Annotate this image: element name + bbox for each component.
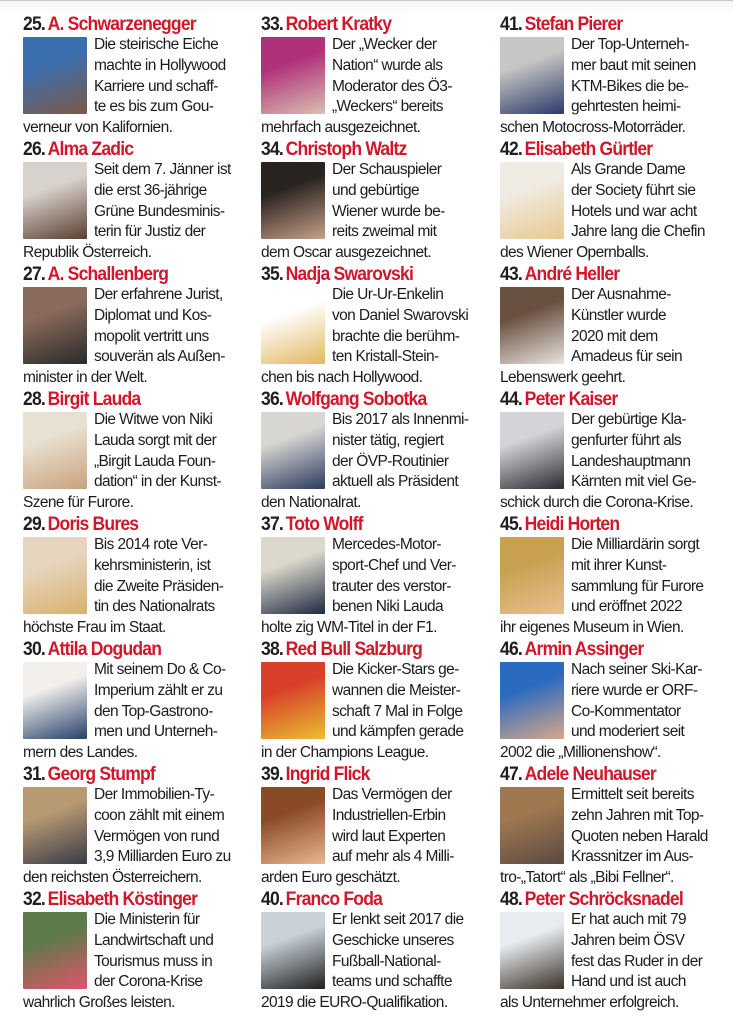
description-line: Seit dem 7. Jänner ist xyxy=(94,161,231,178)
person-photo xyxy=(261,912,325,989)
person-name: Peter Schröcksnadel xyxy=(524,888,683,910)
description-line: trauter des verstor- xyxy=(332,577,451,595)
rank-number: 33. xyxy=(261,13,283,35)
person-name: Attila Dogudan xyxy=(47,638,162,660)
description-line: Lauda sorgt mit der xyxy=(94,431,217,449)
rank-number: 31. xyxy=(23,763,45,785)
description-line: Die Ur-Ur-Enkelin xyxy=(332,286,444,303)
description-line: brachte die berühm- xyxy=(332,327,460,345)
column-3 xyxy=(500,13,728,1013)
entry-title xyxy=(23,13,223,35)
description-line: 2019 die EURO-Qualifikation. xyxy=(261,994,448,1012)
description-line: wird laut Experten xyxy=(332,827,446,845)
entry-body xyxy=(500,535,728,638)
description-line: Die Milliardärin sorgt xyxy=(571,536,700,553)
description-line: reits zweimal mit xyxy=(332,223,437,241)
description-line: Vermögen von rund xyxy=(94,827,220,845)
description-line: Geschicke unseres xyxy=(332,931,454,949)
ranking-entry xyxy=(500,138,728,263)
entry-title xyxy=(261,888,464,910)
entry-body xyxy=(261,535,487,638)
description-line: schick durch die Corona-Krise. xyxy=(500,494,694,512)
entry-body xyxy=(261,785,487,888)
rank-number: 47. xyxy=(500,763,522,785)
person-name: Nadja Swarovski xyxy=(285,263,414,285)
description-line: „Birgit Lauda Foun- xyxy=(94,452,216,470)
description-line: terin für Justiz der xyxy=(94,223,206,241)
entry-body xyxy=(23,35,245,138)
description-line: Republik Österreich. xyxy=(23,244,152,262)
entry-title xyxy=(23,388,223,410)
rank-number: 26. xyxy=(23,138,45,160)
person-name: Franco Foda xyxy=(285,888,383,910)
ranking-entry xyxy=(23,763,245,888)
description-line: Grüne Bundesminis- xyxy=(94,202,225,220)
description-line: in der Champions League. xyxy=(261,744,429,762)
description-line: auf mehr als 4 Milli- xyxy=(332,848,454,866)
description-line: Fußball-National- xyxy=(332,952,441,970)
description-line: Moderator des Ö3- xyxy=(332,77,452,95)
entry-body xyxy=(261,660,487,763)
person-name: Doris Bures xyxy=(47,513,139,535)
description-line: Co-Kommentator xyxy=(571,702,681,720)
description-line: Die steirische Eiche xyxy=(94,36,219,53)
person-name: A. Schwarzenegger xyxy=(47,13,196,35)
entry-body xyxy=(23,660,245,763)
entry-body xyxy=(23,285,245,388)
entry-title xyxy=(23,888,223,910)
description-line: von Daniel Swarovski xyxy=(332,306,469,324)
description-line: Er lenkt seit 2017 die xyxy=(332,911,464,928)
person-photo xyxy=(23,537,87,614)
ranking-entry xyxy=(23,13,245,138)
entry-title xyxy=(261,513,464,535)
description-line: Die Kicker-Stars ge- xyxy=(332,661,459,678)
person-name: Birgit Lauda xyxy=(47,388,141,410)
rank-number: 34. xyxy=(261,138,283,160)
description-line: Kärnten mit viel Ge- xyxy=(571,473,696,491)
ranking-entry xyxy=(500,13,728,138)
person-name: A. Schallenberg xyxy=(47,263,169,285)
ranking-entry xyxy=(23,888,245,1013)
person-photo xyxy=(261,287,325,364)
person-photo xyxy=(500,787,564,864)
entry-body xyxy=(261,35,487,138)
description-line: Diplomat und Kos- xyxy=(94,306,212,324)
person-photo xyxy=(23,912,87,989)
rank-number: 41. xyxy=(500,13,522,35)
description-line: zehn Jahren mit Top- xyxy=(571,806,704,824)
description-line: Hand und ist auch xyxy=(571,973,686,991)
description-line: Wiener wurde be- xyxy=(332,202,445,220)
entry-title xyxy=(23,513,223,535)
person-photo xyxy=(23,787,87,864)
ranking-entry xyxy=(500,513,728,638)
ranking-entry xyxy=(500,888,728,1013)
description-line: Ermittelt seit bereits xyxy=(571,786,694,803)
description-line: Industriellen-Erbin xyxy=(332,806,446,824)
rank-number: 46. xyxy=(500,638,522,660)
entry-title xyxy=(261,263,464,285)
person-photo xyxy=(261,37,325,114)
description-line: kehrsministerin, ist xyxy=(94,556,211,574)
entry-title xyxy=(23,263,223,285)
person-photo xyxy=(500,912,564,989)
rank-number: 38. xyxy=(261,638,283,660)
description-line: sammlung für Furore xyxy=(571,577,704,595)
ranking-entry xyxy=(500,388,728,513)
description-line: Die Witwe von Niki xyxy=(94,411,213,428)
column-1 xyxy=(23,13,245,1013)
description-line: aktuell als Präsident xyxy=(332,473,459,491)
person-photo xyxy=(500,412,564,489)
rank-number: 25. xyxy=(23,13,45,35)
ranking-entry xyxy=(261,513,487,638)
person-name: Toto Wolff xyxy=(285,513,363,535)
column-2 xyxy=(261,13,487,1013)
person-name: Ingrid Flick xyxy=(285,763,370,785)
description-line: Karriere und schaff- xyxy=(94,77,218,95)
description-line: Nach seiner Ski-Kar- xyxy=(571,661,702,678)
person-name: Georg Stumpf xyxy=(47,763,155,785)
person-photo xyxy=(261,537,325,614)
description-line: und eröffnet 2022 xyxy=(571,598,683,616)
rank-number: 30. xyxy=(23,638,45,660)
rank-number: 45. xyxy=(500,513,522,535)
entry-body xyxy=(500,785,728,888)
person-photo xyxy=(23,287,87,364)
description-line: ihr eigenes Museum in Wien. xyxy=(500,619,684,637)
rank-number: 43. xyxy=(500,263,522,285)
person-name: Peter Kaiser xyxy=(524,388,618,410)
description-line: wahrlich Großes leisten. xyxy=(23,994,175,1012)
ranking-entry xyxy=(261,388,487,513)
ranking-entry xyxy=(500,638,728,763)
description-line: Der Ausnahme- xyxy=(571,286,671,303)
entry-title xyxy=(261,388,464,410)
rank-number: 28. xyxy=(23,388,45,410)
description-line: Bis 2014 rote Ver- xyxy=(94,536,208,553)
entry-title xyxy=(23,138,223,160)
description-line: und kämpfen gerade xyxy=(332,723,464,741)
entry-body xyxy=(261,910,487,1013)
description-line: den Nationalrat. xyxy=(261,494,361,512)
person-name: Adele Neuhauser xyxy=(524,763,656,785)
person-name: Robert Kratky xyxy=(285,13,392,35)
description-line: dem Oscar ausgezeichnet. xyxy=(261,244,431,262)
person-name: Elisabeth Gürtler xyxy=(524,138,653,160)
ranking-entry xyxy=(261,263,487,388)
person-name: Red Bull Salzburg xyxy=(285,638,423,660)
person-name: Stefan Pierer xyxy=(524,13,623,35)
ranking-entry xyxy=(23,388,245,513)
rank-number: 27. xyxy=(23,263,45,285)
description-line: benen Niki Lauda xyxy=(332,598,444,616)
entry-title xyxy=(500,763,705,785)
person-name: Elisabeth Köstinger xyxy=(47,888,198,910)
person-photo xyxy=(500,37,564,114)
entry-body xyxy=(23,535,245,638)
description-line: Nation“ wurde als xyxy=(332,56,443,74)
person-photo xyxy=(23,662,87,739)
entry-body xyxy=(261,410,487,513)
description-line: tro-„Tatort“ als „Bibi Fellner“. xyxy=(500,869,674,887)
entry-body xyxy=(500,410,728,513)
entry-body xyxy=(261,285,487,388)
description-line: und gebürtige xyxy=(332,181,420,199)
description-line: men und Unterneh- xyxy=(94,723,218,741)
person-photo xyxy=(261,787,325,864)
person-name: Wolfgang Sobotka xyxy=(285,388,427,410)
description-line: gehrtesten heimi- xyxy=(571,98,681,116)
person-photo xyxy=(500,662,564,739)
description-line: schaft 7 Mal in Folge xyxy=(332,702,463,720)
entry-title xyxy=(261,13,464,35)
description-line: te es bis zum Gou- xyxy=(94,98,214,116)
person-photo xyxy=(23,37,87,114)
description-line: machte in Hollywood xyxy=(94,56,226,74)
rank-number: 48. xyxy=(500,888,522,910)
description-line: Landeshauptmann xyxy=(571,452,691,470)
description-line: Bis 2017 als Innenmi- xyxy=(332,411,469,428)
ranking-entry xyxy=(500,763,728,888)
description-line: dation“ in der Kunst- xyxy=(94,473,221,491)
person-photo xyxy=(500,287,564,364)
description-line: tin des Nationalrats xyxy=(94,598,215,616)
entry-title xyxy=(500,138,705,160)
person-name: Christoph Waltz xyxy=(285,138,407,160)
ranking-entry xyxy=(261,138,487,263)
description-line: der ÖVP-Routinier xyxy=(332,452,449,470)
person-photo xyxy=(500,537,564,614)
description-line: Jahren beim ÖSV xyxy=(571,931,685,949)
entry-title xyxy=(500,638,705,660)
description-line: des Wiener Opernballs. xyxy=(500,244,649,262)
description-line: mehrfach ausgezeichnet. xyxy=(261,119,421,137)
description-line: schen Motocross-Motorräder. xyxy=(500,119,686,137)
rank-number: 44. xyxy=(500,388,522,410)
description-line: Imperium zählt er zu xyxy=(94,681,223,699)
description-line: Der Schauspieler xyxy=(332,161,442,178)
description-line: chen bis nach Hollywood. xyxy=(261,369,423,387)
ranking-entry xyxy=(23,638,245,763)
description-line: Der Top-Unterneh- xyxy=(571,36,689,53)
entry-body xyxy=(500,285,728,388)
ranking-entry xyxy=(500,263,728,388)
rank-number: 35. xyxy=(261,263,283,285)
description-line: Der „Wecker der xyxy=(332,36,437,53)
description-line: die erst 36-jährige xyxy=(94,181,207,199)
rank-number: 39. xyxy=(261,763,283,785)
description-line: holte zig WM-Titel in der F1. xyxy=(261,619,437,637)
description-line: genfurter führt als xyxy=(571,431,682,449)
description-line: den Top-Gastrono- xyxy=(94,702,213,720)
description-line: nister tätig, regiert xyxy=(332,431,444,449)
description-line: wannen die Meister- xyxy=(332,681,461,699)
person-photo xyxy=(500,162,564,239)
entry-title xyxy=(261,638,464,660)
description-line: Als Grande Dame xyxy=(571,161,686,178)
description-line: Mercedes-Motor- xyxy=(332,536,441,553)
description-line: Der erfahrene Jurist, xyxy=(94,286,223,303)
description-line: verneur von Kalifornien. xyxy=(23,119,173,137)
person-name: André Heller xyxy=(524,263,620,285)
description-line: teams und schaffte xyxy=(332,973,452,991)
ranking-entry xyxy=(261,638,487,763)
description-line: sport-Chef und Ver- xyxy=(332,556,456,574)
description-line: mopolit vertritt uns xyxy=(94,327,209,345)
description-line: minister in der Welt. xyxy=(23,369,148,387)
entry-body xyxy=(23,910,245,1013)
ranking-entry xyxy=(23,138,245,263)
description-line: als Unternehmer erfolgreich. xyxy=(500,994,679,1012)
description-line: Mit seinem Do & Co- xyxy=(94,661,226,678)
description-line: Lebenswerk geehrt. xyxy=(500,369,626,387)
entry-body xyxy=(500,35,728,138)
person-photo xyxy=(261,662,325,739)
ranking-entry xyxy=(23,513,245,638)
description-line: der Society führt sie xyxy=(571,181,696,199)
entry-body xyxy=(500,910,728,1013)
description-line: Das Vermögen der xyxy=(332,786,452,803)
description-line: ten Kristall-Stein- xyxy=(332,348,439,366)
ranking-entry xyxy=(261,888,487,1013)
description-line: mit ihrer Kunst- xyxy=(571,556,667,574)
entry-title xyxy=(500,513,705,535)
description-line: Der gebürtige Kla- xyxy=(571,411,686,428)
description-line: höchste Frau im Staat. xyxy=(23,619,166,637)
description-line: Künstler wurde xyxy=(571,306,666,324)
entry-body xyxy=(23,410,245,513)
person-name: Heidi Horten xyxy=(524,513,620,535)
description-line: KTM-Bikes die be- xyxy=(571,77,689,95)
description-line: Er hat auch mit 79 xyxy=(571,911,686,928)
ranking-entry xyxy=(23,263,245,388)
entry-body xyxy=(500,660,728,763)
description-line: Landwirtschaft und xyxy=(94,931,214,949)
rank-number: 40. xyxy=(261,888,283,910)
description-line: riere wurde er ORF- xyxy=(571,681,698,699)
description-line: mer baut mit seinen xyxy=(571,56,696,74)
description-line: Amadeus für sein xyxy=(571,348,683,366)
rank-number: 29. xyxy=(23,513,45,535)
rank-number: 42. xyxy=(500,138,522,160)
rank-number: 37. xyxy=(261,513,283,535)
entry-title xyxy=(500,388,705,410)
description-line: arden Euro geschätzt. xyxy=(261,869,401,887)
person-name: Alma Zadic xyxy=(47,138,134,160)
description-line: „Weckers“ bereits xyxy=(332,98,443,116)
description-line: die Zweite Präsiden- xyxy=(94,577,224,595)
person-photo xyxy=(23,412,87,489)
description-line: Szene für Furore. xyxy=(23,494,134,512)
entry-body xyxy=(500,160,728,263)
entry-title xyxy=(261,763,464,785)
entry-body xyxy=(261,160,487,263)
description-line: Hotels und war acht xyxy=(571,202,697,220)
rank-number: 36. xyxy=(261,388,283,410)
ranking-entry xyxy=(261,13,487,138)
description-line: coon zählt mit einem xyxy=(94,806,225,824)
entry-body xyxy=(23,785,245,888)
ranking-columns xyxy=(0,13,733,1013)
entry-title xyxy=(500,263,705,285)
description-line: und moderiert seit xyxy=(571,723,685,741)
description-line: der Corona-Krise xyxy=(94,973,203,991)
description-line: fest das Ruder in der xyxy=(571,952,703,970)
description-line: Der Immobilien-Ty- xyxy=(94,786,215,803)
description-line: Die Ministerin für xyxy=(94,911,200,928)
description-line: Jahre lang die Chefin xyxy=(571,223,705,241)
entry-title xyxy=(500,13,705,35)
entry-body xyxy=(23,160,245,263)
rank-number: 32. xyxy=(23,888,45,910)
description-line: 3,9 Milliarden Euro zu xyxy=(94,848,231,866)
entry-title xyxy=(23,763,223,785)
person-photo xyxy=(261,162,325,239)
description-line: mern des Landes. xyxy=(23,744,138,762)
person-name: Armin Assinger xyxy=(524,638,644,660)
ranking-entry xyxy=(261,763,487,888)
entry-title xyxy=(500,888,705,910)
description-line: Krassnitzer im Aus- xyxy=(571,848,694,866)
description-line: den reichsten Österreichern. xyxy=(23,869,202,887)
person-photo xyxy=(23,162,87,239)
description-line: Tourismus muss in xyxy=(94,952,213,970)
description-line: souverän als Außen- xyxy=(94,348,225,366)
description-line: 2002 die „Millionenshow“. xyxy=(500,744,661,762)
entry-title xyxy=(261,138,464,160)
person-photo xyxy=(261,412,325,489)
entry-title xyxy=(23,638,223,660)
description-line: 2020 mit dem xyxy=(571,327,658,345)
description-line: Quoten neben Harald xyxy=(571,827,708,845)
